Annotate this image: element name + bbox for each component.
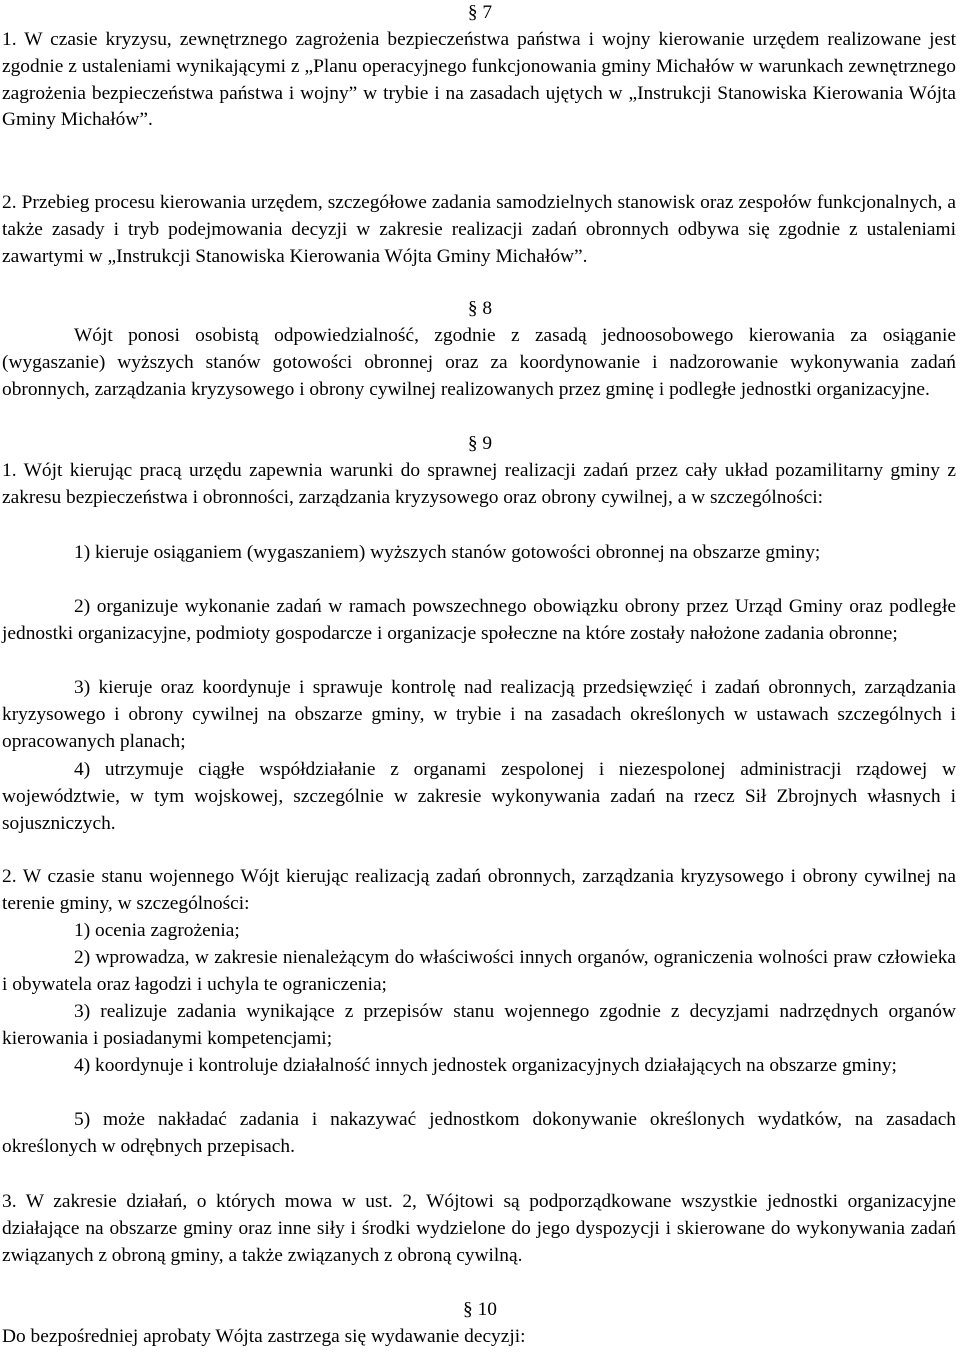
section-9-item-1-1: 1) kieruje osiąganiem (wygaszaniem) wyższych stanów gotowości obronnej na obszarze gminy; (74, 542, 821, 563)
section-9-item-1-2: 2) organizuje wykonanie zadań w ramach powszechnego obowiązku obrony przez Urząd Gminy oraz podległe jednostki organizacyjne, podmioty gospodarcze i organizacje społeczne na które zostały nałożone zadania obronne; (2, 596, 956, 644)
section-9-item-2-1: 1) ocenia zagrożenia; (74, 920, 240, 941)
section-9-item-1-4: 4) utrzymuje ciągłe współdziałanie z organami zespolonej i niezespolonej administracji rządowej w województwie, w tym wojskowej, szczególnie w zakresie wykonywania zadań na rzecz Sił Zbrojnych własnych i sojuszniczych. (2, 759, 956, 834)
section-9-paragraph-1: 1. Wójt kierując pracą urzędu zapewnia warunki do sprawnej realizacji zadań przez cały układ pozamilitarny gminy z zakresu bezpieczeństwa i obronności, zarządzania kryzysowego oraz obrony cywilnej, a w szczególności: (2, 460, 956, 508)
section-7-heading: § 7 (467, 2, 493, 23)
section-9-paragraph-2: 2. W czasie stanu wojennego Wójt kierując realizacją zadań obronnych, zarządzania kryzysowego i obrony cywilnej na terenie gminy, w szczególności: (2, 866, 956, 914)
section-9-item-2-5: 5) może nakładać zadania i nakazywać jednostkom dokonywanie określonych wydatków, na zasadach określonych w odrębnych przepisach. (2, 1109, 956, 1157)
section-10-paragraph-1: Do bezpośredniej aprobaty Wójta zastrzega się wydawanie decyzji: (2, 1326, 526, 1347)
section-9-item-2-3: 3) realizuje zadania wynikające z przepisów stanu wojennego zgodnie z decyzjami nadrzędnych organów kierowania i posiadanymi kompetencjami; (2, 1001, 956, 1049)
section-7-paragraph-1: 1. W czasie kryzysu, zewnętrznego zagrożenia bezpieczeństwa państwa i wojny kierowanie urzędem realizowane jest zgodnie z ustaleniami wynikającymi z „Planu operacyjnego funkcjonowania gminy Michałów w warunkach zewnętrznego zagrożenia bezpieczeństwa państwa i wojny” w trybie i na zasadach ujętych w „Instrukcji Stanowiska Kierowania Wójta Gminy Michałów”. (2, 29, 956, 131)
section-9-paragraph-3: 3. W zakresie działań, o których mowa w ust. 2, Wójtowi są podporządkowane wszystkie jednostki organizacyjne działające na obszarze gminy oraz inne siły i środki wydzielone do jego dyspozycji i skierowane do wykonywania zadań związanych z obroną gminy, a także związanych z obroną cywilną. (2, 1191, 956, 1266)
section-8-heading: § 8 (467, 298, 493, 319)
section-8-paragraph-1: Wójt ponosi osobistą odpowiedzialność, zgodnie z zasadą jednoosobowego kierowania za osiąganie (wygaszanie) wyższych stanów gotowości obronnej oraz za koordynowanie i nadzorowanie wykonywania zadań obronnych, zarządzania kryzysowego i obrony cywilnej realizowanych przez gminę i podległe jednostki organizacyjne. (2, 325, 956, 400)
section-7-paragraph-2: 2. Przebieg procesu kierowania urzędem, szczegółowe zadania samodzielnych stanowisk oraz zespołów funkcjonalnych, a także zasady i tryb podejmowania decyzji w zakresie realizacji zadań obronnych odbywa się zgodnie z ustaleniami zawartymi w „Instrukcji Stanowiska Kierowania Wójta Gminy Michałów”. (2, 192, 956, 267)
section-9-heading: § 9 (467, 433, 493, 454)
section-9-item-2-4: 4) koordynuje i kontroluje działalność innych jednostek organizacyjnych działających na obszarze gminy; (74, 1055, 897, 1076)
section-9-item-2-2: 2) wprowadza, w zakresie nienależącym do właściwości innych organów, ograniczenia wolności praw człowieka i obywatela oraz łagodzi i uchyla te ograniczenia; (2, 947, 956, 995)
section-9-item-1-3: 3) kieruje oraz koordynuje i sprawuje kontrolę nad realizacją przedsięwzięć i zadań obronnych, zarządzania kryzysowego i obrony cywilnej na obszarze gminy, w trybie i na zasadach określonych w ustawach szczególnych i opracowanych planach; (2, 677, 956, 752)
section-10-heading: § 10 (463, 1299, 497, 1320)
